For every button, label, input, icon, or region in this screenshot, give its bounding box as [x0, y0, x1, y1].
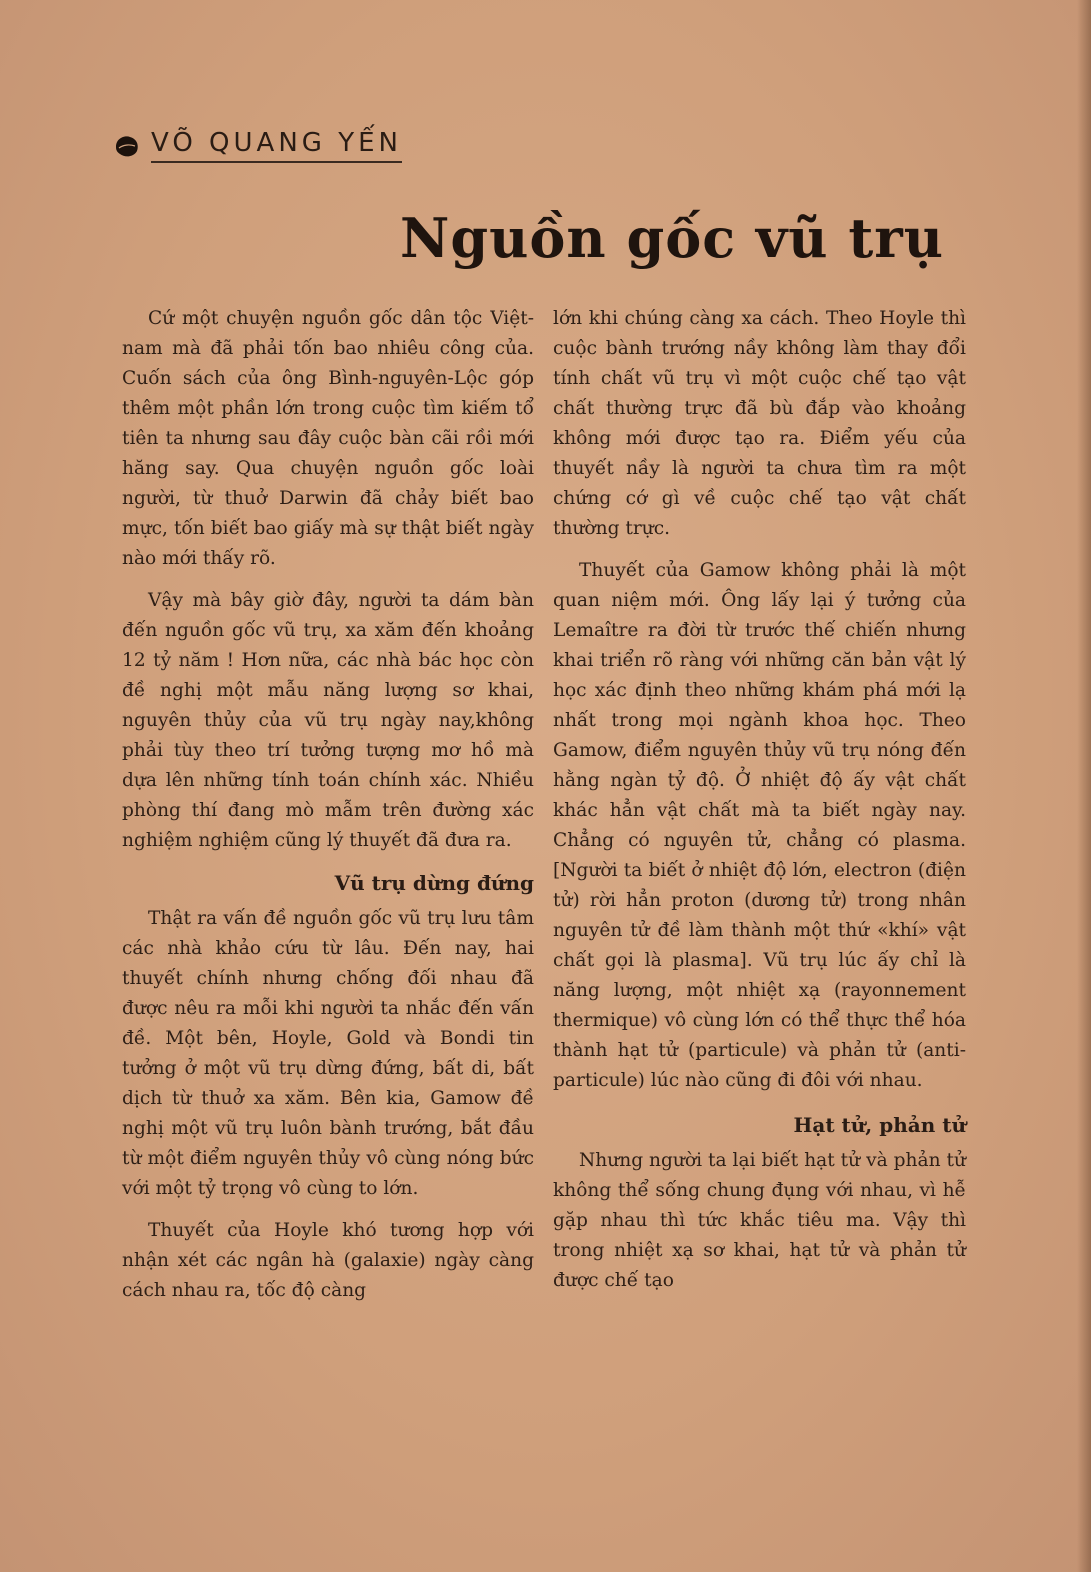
right-column [553, 304, 966, 1308]
section-heading-steady-universe: Vũ trụ dừng đứng [334, 871, 534, 895]
author-name: VÕ QUANG YẾN [151, 128, 402, 163]
left-paragraph-4: Thuyết của Hoyle khó tương hợp với nhận xét các ngân hà (galaxie) ngày càng cách nhau ra, tốc độ càng [122, 1220, 534, 1301]
author-byline [113, 128, 402, 163]
page-edge-shadow [1077, 0, 1091, 1572]
section-heading-particles: Hạt tử, phản tử [793, 1113, 966, 1137]
right-paragraph-2: Thuyết của Gamow không phải là một quan niệm mới. Ông lấy lại ý tưởng của Lemaître ra đời từ trước thế chiến nhưng khai triển rõ ràng với những căn bản vật lý học xác định theo những khám phá mới lạ nhất trong mọi ngành khoa học. Theo Gamow, điểm nguyên thủy vũ trụ nóng đến hằng ngàn tỷ độ. Ở nhiệt độ ấy vật chất khác hẳn vật chất mà ta biết ngày nay. Chẳng có nguyên tử, chẳng có plasma. [Người ta biết ở nhiệt độ lớn, electron (điện tử) rời hẳn proton (dương tử) trong nhân nguyên tử đề làm thành một thứ «khí» vật chất gọi là plasma]. Vũ trụ lúc ấy chỉ là năng lượng, một nhiệt xạ (rayonnement thermique) vô cùng lớn có thể thực thể hóa thành hạt tử (particule) và phản tử (anti-particule) lúc nào cũng đi đôi với nhau. [553, 560, 966, 1091]
left-paragraph-3: Thật ra vấn đề nguồn gốc vũ trụ lưu tâm các nhà khảo cứu từ lâu. Đến nay, hai thuyết chính nhưng chống đối nhau đã được nêu ra mỗi khi người ta nhắc đến vấn đề. Một bên, Hoyle, Gold và Bondi tin tưởng ở một vũ trụ dừng đứng, bất di, bất dịch từ thuở xa xăm. Bên kia, Gamow đề nghị một vũ trụ luôn bành trướng, bắt đầu từ một điểm nguyên thủy vô cùng nóng bức với một tỷ trọng vô cùng to lớn. [122, 908, 534, 1199]
article-title: Nguồn gốc vũ trụ [400, 206, 945, 270]
left-column [122, 304, 534, 1318]
left-paragraph-2: Vậy mà bây giờ đây, người ta dám bàn đến nguồn gốc vũ trụ, xa xăm đến khoảng 12 tỷ năm ! Hơn nữa, các nhà bác học còn đề nghị một mẫu năng lượng sơ khai, nguyên thủy của vũ trụ ngày nay,không phải tùy theo trí tưởng tượng mơ hồ mà dựa lên những tính toán chính xác. Nhiều phòng thí đang mò mẫm trên đường xác nghiệm nghiệm cũng lý thuyết đã đưa ra. [122, 590, 534, 851]
right-paragraph-1: lớn khi chúng càng xa cách. Theo Hoyle thì cuộc bành trướng nầy không làm thay đổi tính chất vũ trụ vì một cuộc chế tạo vật chất thường trực đã bù đắp vào khoảng không mới được tạo ra. Điểm yếu của thuyết nầy là người ta chưa tìm ra một chứng cớ gì về cuộc chế tạo vật chất thường trực. [553, 308, 966, 539]
left-paragraph-1: Cứ một chuyện nguồn gốc dân tộc Việt-nam mà đã phải tốn bao nhiêu công của. Cuốn sách của ông Bình-nguyên-Lộc góp thêm một phần lớn trong cuộc tìm kiếm tổ tiên ta nhưng sau đây cuộc bàn cãi rồi mới hăng say. Qua chuyện nguồn gốc loài người, từ thuở Darwin đã chảy biết bao mực, tốn biết bao giấy mà sự thật biết ngày nào mới thấy rõ. [122, 308, 534, 569]
dark-leaf-ornament-icon [113, 133, 141, 159]
right-paragraph-3: Nhưng người ta lại biết hạt tử và phản tử không thể sống chung đụng với nhau, vì hễ gặp nhau thì tức khắc tiêu ma. Vậy thì trong nhiệt xạ sơ khai, hạt tử và phản tử được chế tạo [553, 1150, 966, 1291]
